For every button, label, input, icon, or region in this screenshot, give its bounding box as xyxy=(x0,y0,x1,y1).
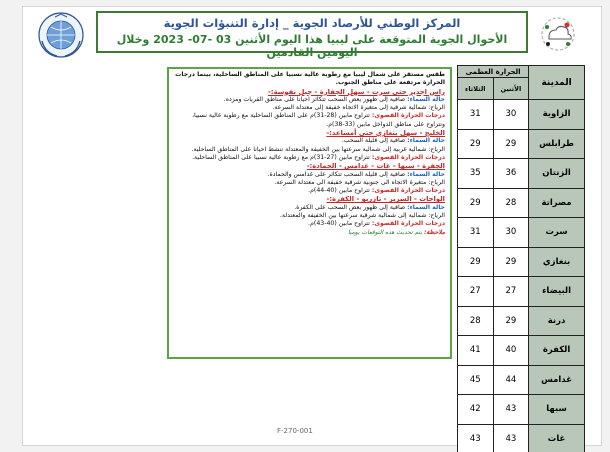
temp-day2: 31 xyxy=(458,100,494,130)
temp-label: درجات الحرارة القصوى: xyxy=(371,220,445,228)
table-row xyxy=(458,218,585,248)
temp-day1: 36 xyxy=(493,159,529,189)
temp-day2: 31 xyxy=(458,218,494,248)
temp-day1: 28 xyxy=(493,188,529,218)
sky-line xyxy=(173,96,445,104)
temp-text: تتراوح مابين (40-43)م. xyxy=(308,220,370,228)
temp-day1: 30 xyxy=(493,100,529,130)
libyan-met-center-logo-icon xyxy=(535,15,581,53)
note-label: ملاحظة: xyxy=(423,228,445,236)
temp-label: درجات الحرارة القصوى: xyxy=(371,112,445,120)
temp-line xyxy=(173,187,445,195)
wind-text: شمالية إلى شمالية شرقية سرعتها بين الخفيفة والمعتدلة. xyxy=(279,212,427,220)
sky-text: صافية إلى ظهور بعض السحب على الكفرة. xyxy=(294,203,406,211)
wind-label: الرياح: xyxy=(428,178,445,186)
city-name: درنة xyxy=(529,306,585,336)
region-title: الواحات - السرير - تازربو - الكفرة:- xyxy=(326,195,445,204)
max-temperature-table xyxy=(457,65,585,452)
forecast-text-box xyxy=(167,67,452,359)
temp-day1: 43 xyxy=(493,395,529,425)
wind-line xyxy=(173,179,445,187)
forecast-sheet xyxy=(22,6,602,446)
wind-label: الرياح: xyxy=(428,104,445,112)
sky-line xyxy=(173,171,445,179)
temp-day2: 29 xyxy=(458,188,494,218)
header-subtitle: الأحوال الجوية المتوقعة على ليبيا هذا اليوم الأثنين 03 -07- 2023 وخلال اليومين القادمين xyxy=(116,33,508,59)
wmo-emblem-icon xyxy=(37,11,85,59)
wind-line xyxy=(173,212,445,220)
temp-day1: 43 xyxy=(493,424,529,452)
city-name: الكفرة xyxy=(529,336,585,366)
temp-day1: 40 xyxy=(493,336,529,366)
temp-line xyxy=(173,112,445,129)
temp-label: درجات الحرارة القصوى: xyxy=(371,153,445,161)
sky-label: حالة السماء: xyxy=(407,170,445,178)
wind-line xyxy=(173,104,445,112)
day1-header: الأثنين xyxy=(493,78,529,100)
city-name: سرت xyxy=(529,218,585,248)
table-row xyxy=(458,395,585,425)
wind-label: الرياح: xyxy=(428,145,445,153)
temp-day1: 44 xyxy=(493,365,529,395)
table-row xyxy=(458,247,585,277)
temp-line xyxy=(173,220,445,228)
temp-day2: 27 xyxy=(458,277,494,307)
wind-label: الرياح: xyxy=(428,212,445,220)
sky-text: صافية إلى قليلة السحب تتكاثر على غدامس والحمادة. xyxy=(267,170,406,178)
temp-text: تتراوح مابين (40-44)م. xyxy=(308,187,370,195)
region-title: الجفرة - سبها - غات - غدامس - الحمادة:- xyxy=(306,162,445,171)
temp-label: درجات الحرارة القصوى: xyxy=(371,187,445,195)
table-row xyxy=(458,159,585,189)
temp-day1: 29 xyxy=(493,306,529,336)
city-name: البيضاء xyxy=(529,277,585,307)
table-row xyxy=(458,100,585,130)
wind-text: متغيرة الاتجاه الى جنوبية شرقية خفيفة الى معتدلة السرعة. xyxy=(274,178,427,186)
city-name: غات xyxy=(529,424,585,452)
city-name: الزاوية xyxy=(529,100,585,130)
temp-text: تتراوح مابين (27-31)م مع رطوبة عالية نسبيا على المناطق الساحلية. xyxy=(192,153,370,161)
temp-day2: 35 xyxy=(458,159,494,189)
temp-day1: 27 xyxy=(493,277,529,307)
temp-day2: 29 xyxy=(458,247,494,277)
table-row xyxy=(458,306,585,336)
temp-day1: 29 xyxy=(493,129,529,159)
temp-day1: 29 xyxy=(493,247,529,277)
sky-label: حالة السماء: xyxy=(407,137,445,145)
note-text: يتم تحديث هذه التوقعات يوميا xyxy=(347,228,423,236)
sky-line xyxy=(173,204,445,212)
table-row xyxy=(458,424,585,452)
temp-text: تتراوح مابين (28-31)م على المناطق الساحلية مع رطوبة عالية نسبيا، وتتراوح على مناطق الدواخل مابين (33-38)م. xyxy=(192,112,445,128)
wind-text: شمالية شرقية إلى متغيرة الاتجاه خفيفة إلى معتدلة السرعة. xyxy=(272,104,427,112)
day2-header: الثلاثاء xyxy=(458,78,494,100)
sky-line xyxy=(173,137,445,145)
table-row xyxy=(458,129,585,159)
sky-text: صافية إلى ظهور بعض السحب تتكاثر احيانا على مناطق القريات ومزده. xyxy=(223,95,406,103)
temp-day2: 41 xyxy=(458,336,494,366)
header-title: المركز الوطني للأرصاد الجوية _ إدارة التنبؤات الجوية xyxy=(163,16,461,30)
wind-text: شمالية غربية إلى شمالية سرعتها بين الخفيفة والمعتدلة تنشط احيانا على المناطق الساحلية. xyxy=(191,145,427,153)
temp-day2: 45 xyxy=(458,365,494,395)
table-row xyxy=(458,188,585,218)
region-title: الخليج - سهل بنغازي حتى أمساعد:- xyxy=(326,129,445,138)
sky-label: حالة السماء: xyxy=(407,95,445,103)
table-row xyxy=(458,277,585,307)
temp-day2: 28 xyxy=(458,306,494,336)
forecast-intro: طقس مستقر على شمال ليبيا مع رطوبة عالية نسبيا على المناطق الساحلية، بينما درجات الحرارة مرتفعة على مناطق الجنوب. xyxy=(175,71,445,87)
table-row xyxy=(458,365,585,395)
sky-label: حالة السماء: xyxy=(407,203,445,211)
temp-day2: 42 xyxy=(458,395,494,425)
region-title: راس اجدير حتى سرت - سهل الجفارة - جبل نفوسة:- xyxy=(268,87,445,96)
city-name: مصراتة xyxy=(529,188,585,218)
city-name: بنغازي xyxy=(529,247,585,277)
city-name: سبها xyxy=(529,395,585,425)
header-title-box xyxy=(96,11,528,59)
temp-day2: 29 xyxy=(458,129,494,159)
temp-day1: 30 xyxy=(493,218,529,248)
city-name: طرابلس xyxy=(529,129,585,159)
wind-line xyxy=(173,146,445,154)
table-row xyxy=(458,336,585,366)
max-temp-header: الحرارة العظمى xyxy=(458,66,529,78)
sky-text: صافية إلى قليلة السحب. xyxy=(341,137,406,145)
temp-line xyxy=(173,154,445,162)
city-name: غدامس xyxy=(529,365,585,395)
city-name: الزنتان xyxy=(529,159,585,189)
update-note xyxy=(173,229,445,237)
city-column-header: المدينة xyxy=(529,66,585,100)
temp-day2: 43 xyxy=(458,424,494,452)
form-number: F-270-001 xyxy=(277,427,313,435)
